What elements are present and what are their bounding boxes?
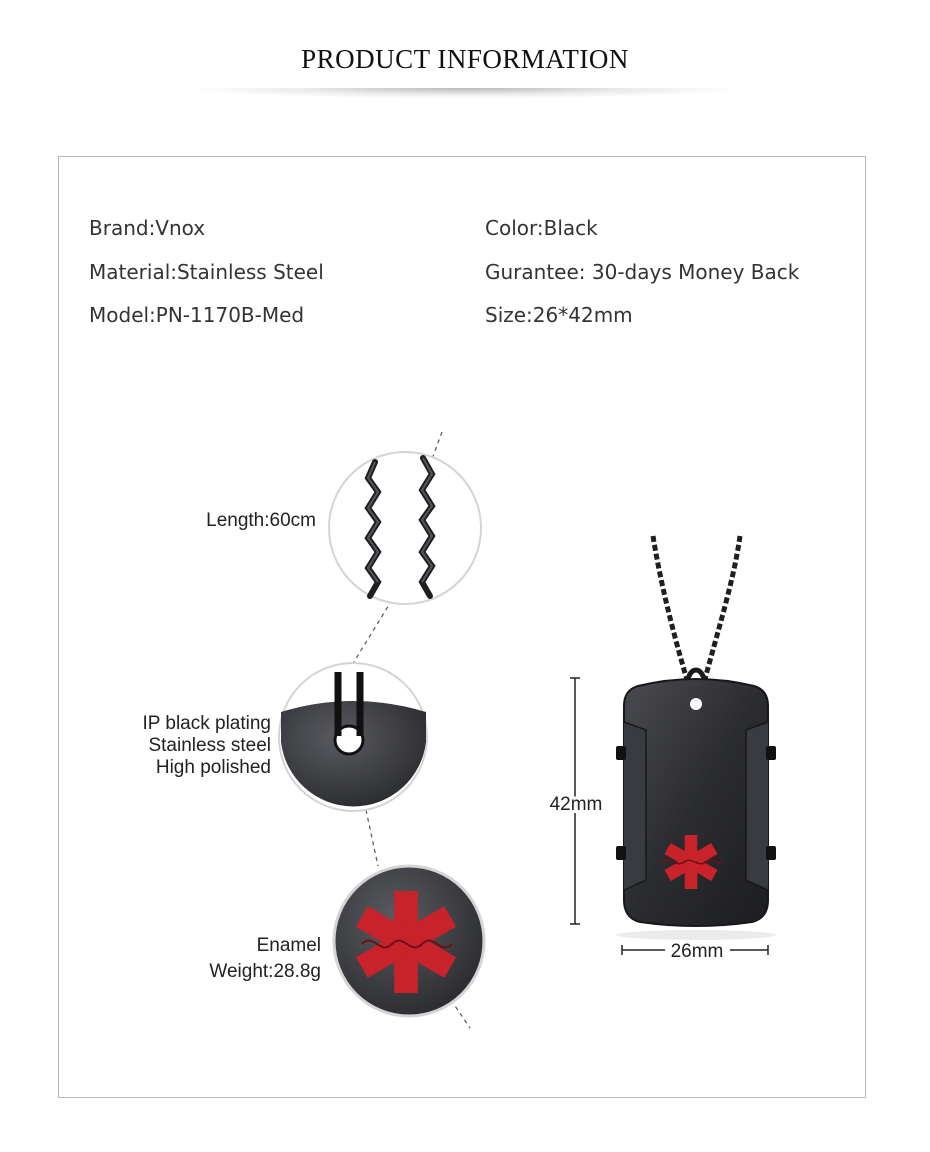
spec-size: Size:26*42mm (485, 303, 633, 327)
page-title: PRODUCT INFORMATION (301, 44, 629, 74)
width-dimension-label: 26mm (670, 941, 724, 962)
spec-model: Model:PN-1170B-Med (89, 303, 305, 327)
chain-zoom-circle (329, 452, 481, 604)
plating-line-2: Stainless steel (148, 735, 271, 756)
pendant-illustration (616, 536, 776, 926)
plating-line-3: High polished (155, 757, 271, 778)
weight-label: Weight:28.8g (209, 961, 321, 982)
spec-color: Color:Black (485, 216, 598, 240)
spec-guarantee: Gurantee: 30-days Money Back (485, 260, 800, 284)
enamel-label: Enamel (256, 935, 321, 956)
plating-line-1: IP black plating (142, 713, 271, 734)
chain-length-label: Length:60cm (206, 510, 316, 531)
spec-brand: Brand:Vnox (89, 216, 206, 240)
height-dimension-label: 42mm (549, 794, 603, 815)
plating-zoom-circle (279, 663, 427, 811)
spec-material: Material:Stainless Steel (89, 260, 324, 284)
enamel-zoom-circle (334, 866, 484, 1016)
